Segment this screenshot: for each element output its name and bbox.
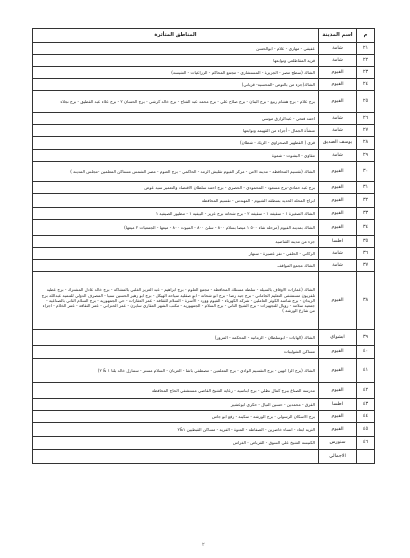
row-number: ٣٦ [357,248,375,260]
row-number: ٢٧ [357,125,375,137]
header-city: اسم المدينة [319,29,357,43]
row-areas: منشأة الجمال - أجزاء من القهيمة وتوابعها [33,125,319,137]
row-number: ٣٥ [357,236,375,248]
row-number: ٣٨ [357,272,375,330]
table-row [33,113,375,125]
table-row [33,182,375,194]
table-row [33,399,375,411]
row-city: الفيوم [319,208,357,220]
row-number: ٤٥ [357,423,375,437]
row-areas: الشاك بمدينة الفيوم (مرحلة شاء ٥٠٠ ١ ميضا بسلام ٨٠٠ - سلئ ٨٠٠ - الميوت ٨٠٠ - ميعها - الجمعيات ٢ ميعها) [33,220,319,236]
row-city: شامة [319,43,357,55]
row-areas: مقاوي - البشوت - شموة [33,150,319,162]
row-number: ٤٣ [357,399,375,411]
row-number: ٤٦ [357,437,375,450]
row-areas: برج الاسكان الرسولي - برج الورشة - سكينة - رفع ابو جاس [33,411,319,423]
table-row [33,437,375,450]
row-number: ٣٩ [357,330,375,346]
table-row [33,125,375,137]
row-number: ٣٠ [357,162,375,182]
row-areas: مساكن الشوليبات [33,346,319,359]
row-city: الفيوم [319,423,357,437]
row-city: اطسا [319,236,357,248]
row-number: ٣٤ [357,220,375,236]
table-row [33,220,375,236]
row-number: ٤٠ [357,346,375,359]
table-row [33,137,375,150]
row-areas: الكنيسة الشيخ علي السوق - القرباص - الغراس [33,437,319,450]
table-row [33,359,375,383]
row-city: شامة [319,55,357,67]
table-row [33,162,375,182]
total-value-cell [33,450,319,464]
row-city: شامة [319,150,357,162]
row-city: شامة [319,248,357,260]
row-number: ٢٤ [357,79,375,91]
row-number: ٤٢ [357,383,375,399]
table-row [33,43,375,55]
row-city: الفيوم [319,272,357,330]
table-row [33,272,375,330]
table-row [33,248,375,260]
row-areas: الشاك (برج الزا انهين - برج التقسيم الوادي - برج المعلمين - مصطفي باشا - العربان - السلام مستر - ستنارل خالد بلثا ١ & ٢) [33,359,319,383]
row-number: ٤١ [357,359,375,383]
header-areas: المناطق المتأثرة [33,29,319,43]
row-city: الفيوم [319,194,357,208]
page-number: ٢ [202,542,205,548]
table-row [33,91,375,113]
row-number: ٢٢ [357,55,375,67]
row-areas: الثرية ابعاد - انساء خاضرين - الصفاطة - المتوة - الفرية - مساكن القبطيين ١&٢ [33,423,319,437]
row-areas: الشاك (تقسيم المحافظة - مدينة الامن - مركز الفيوم تقليش الرمد - الحاكمي - برج العنوم - مصر الشمس مستاكن المعلمين -مجلس المدينة ) [33,162,319,182]
row-city: الفيوم [319,411,357,423]
row-city: يوسف الصديق [319,137,357,150]
row-number: ٢٣ [357,67,375,79]
table-row [33,55,375,67]
row-areas: الشاك الصغيرة ١ - سقيفة ١ - سقيفة ٢ - برج شحاتة برج عزيز - البيفية ١ - تنظيور الصيفية ١ [33,208,319,220]
row-city: الفيوم [319,79,357,91]
table-row [33,208,375,220]
row-city: الفيوم [319,346,357,359]
row-number: ٣٢ [357,194,375,208]
row-number: ٢٩ [357,150,375,162]
header-num: م [357,29,375,43]
row-city: الفيوم [319,383,357,399]
row-city: الفيوم [319,182,357,194]
row-areas: الشاك (عمارات الاوقاف بالسيلة - سلطة مستلك المحافظة - مجمع العلوم - برج ابراهيم - عبد العزيز الغلبي بالمشاكة - برج خالد عادل المشترك - برج عطيه تلفزيون مستشفى التعليم الجاماني - برج جيه رضا - برج ابو شحاته - ابو صقلية سياحة الهيكل - برج ابو زهير الحسين سنيا - المصرف الدولي للتنمية عبدالله برج الزيدان - برج شامنة الكوثر العاملين - شركه الكهرباء - الفيوم وورد - الأسرة - السلام للثقافة - عمر العقارات - حي الجمهورية - برج السلام الثاني بالصناعية - جمعية سلامه - رويال للتجهيزات - برج الشيخ الثاني - برج السلام - الجمهورية - مكتب الشهر العقاري سايرن - عمر الحنزاني - عمر الثقافة - عمر الخلام - اجزاء من شارع الورشة ) [33,272,319,330]
row-city: الفيوم [319,67,357,79]
row-areas: ابراج المحلة الحديد بمنطقة الشيوم - المهندس - تقسيم المحافظة [33,194,319,208]
row-areas: مدرسة الصناع ببرج كمال نظلي - برج ابناسية - رعاية الشيخ القاضي مستشفي الحاج المحافظة [33,383,319,399]
table-row [33,411,375,423]
table-row [33,150,375,162]
affected-areas-table [32,28,375,464]
table-row [33,423,375,437]
row-number: ٢٥ [357,91,375,113]
row-city: سنورس [319,437,357,450]
row-city: ابشواي [319,330,357,346]
table-row [33,79,375,91]
row-city: الفيوم [319,162,357,182]
row-number: ٢٦ [357,113,375,125]
row-areas: جزء من مدينة القناصية [33,236,319,248]
row-areas: القرق - محمدين - حسين النيال - حكري ابوعشير [33,399,319,411]
table-row [33,194,375,208]
table-row [33,383,375,399]
row-city: شامة [319,113,357,125]
row-city: الفيوم [319,91,357,113]
row-number: ٣١ [357,182,375,194]
row-areas: برج عبد حمادي-برج مسعود - المحمودي - الحصري - برج احمد سلطان الاقتصاد والتعمير سيد عوض [33,182,319,194]
table-row [33,236,375,248]
row-areas: الشاك مجمع المواقف [33,260,319,272]
row-city: الفيوم [319,220,357,236]
row-city: شامة [319,125,357,137]
row-areas: قري ( القطهير الصحراوي - الزيك - شطان) [33,137,319,150]
total-label: الاجمالي [319,450,357,464]
row-areas: برج علام - برج هشام ربيع - برج البنان - برج صلاح علي - برج محمد عبد الفتاح - برج خالد كرشي - برج الحسان ٢ - برج علاء عبد القطيق - برج نجلاء [33,91,319,113]
table-row [33,346,375,359]
total-row [33,450,375,464]
row-areas: الشاك (الهابات - ابوسلطان - الزمانية - المحكمة - المرور) [33,330,319,346]
table-row [33,67,375,79]
row-number: ٣٣ [357,208,375,220]
table-header-row [33,29,375,43]
row-city: اطسا [319,399,357,411]
table-body [33,43,375,450]
row-areas: الزكاني - الحلفي - تفر عصيرة - سنهار [33,248,319,260]
row-number: ٣٧ [357,260,375,272]
row-areas: عفيفي - مهاري - علام - ابوالحسن [33,43,319,55]
row-areas: الشاك(جزء من بالتوص -المحسية- قرباني) [33,79,319,91]
row-city: شامة [319,260,357,272]
row-number: ٢٨ [357,137,375,150]
row-areas: قرية المقاطلعي وتوابعها [33,55,319,67]
row-areas: الشاك (سطح مصر - الجزيرة - المستشاري - مجمع المحاكم - الزراعيات - الشيسه) [33,67,319,79]
row-areas: احمد فتحي - عبدالرازق موسي [33,113,319,125]
total-num-cell [357,450,375,464]
table-row [33,330,375,346]
table-row [33,260,375,272]
row-city: الفيوم [319,359,357,383]
row-number: ٤٤ [357,411,375,423]
row-number: ٢١ [357,43,375,55]
